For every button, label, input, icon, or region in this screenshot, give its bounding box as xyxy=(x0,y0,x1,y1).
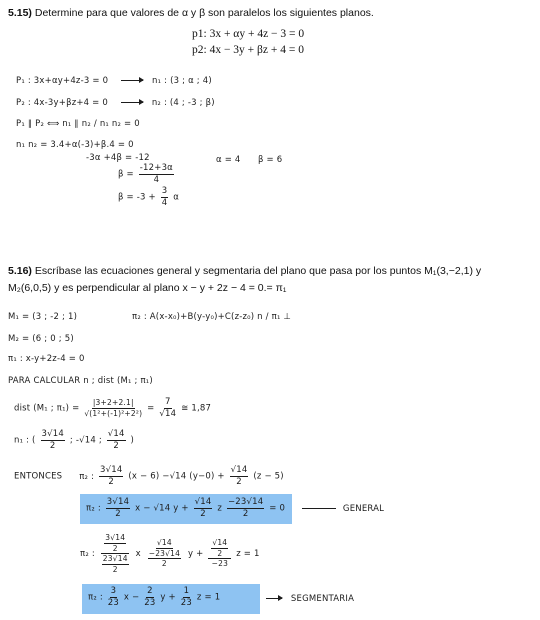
plane-p1-equation: p1: 3x + αy + 4z − 3 = 0 xyxy=(192,28,305,40)
work-line-5: -3α +4β = -12 xyxy=(86,153,150,163)
problem-statement-line-1: Escríbase las ecuaciones general y segmentaria del plano que pasa por los puntos M₁(3,−2,1) y xyxy=(34,265,482,277)
work-line-7: β = -3 + $\frac{3}{4}$ α xyxy=(118,186,180,208)
segmentaria-step: π₂ : $\frac{\frac{3√14}{2}}{\frac{23√14}{2}}$ x $\frac{√14}{\frac{-23√14}{2}}$ y + $\frac{\frac{√14}{2}}{-23}$ z = 1 xyxy=(80,533,260,574)
segmentaria-equation: π₂ : $\frac{3}{23}$ x − $\frac{2}{23}$ y + $\frac{1}{23}$ z = 1 xyxy=(88,586,221,608)
point-m2: M₂ = (6 ; 0 ; 5) xyxy=(8,334,74,344)
arrow-icon xyxy=(121,102,143,103)
segmentaria-label: SEGMENTARIA xyxy=(266,594,354,604)
distance-calc: dist (M₁ ; π₁) = $\frac{|3+2+2.1|}{\text{√(1²+(-1)²+2²)}}$ = $\frac{7}{√14}$ ≅ 1,87 xyxy=(14,397,212,419)
work-line-6: β = $\frac{-12+3\alpha}{4}$ xyxy=(118,163,173,185)
problem-statement-line-2: M₂(6,0,5) y es perpendicular al plano x − y + 2z − 4 = 0.= π₁ xyxy=(8,282,287,294)
plane-p2-equation: p2: 4x − 3y + βz + 4 = 0 xyxy=(192,44,304,56)
problem-5-15-heading xyxy=(8,7,374,19)
work-line-2: P₂ : 4x-3y+βz+4 = 0 n₂ : (4 ; -3 ; β) xyxy=(16,98,215,108)
work-line-1: P₁ : 3x+αy+4z-3 = 0 n₁ : (3 ; α ; 4) xyxy=(16,76,212,86)
problem-5-16-heading xyxy=(8,265,481,277)
entonces-line: ENTONCES π₂ : $\frac{3√14}{2}$ (x − 6) −√14 (y−0) + $\frac{√14}{2}$ (z − 5) xyxy=(14,465,284,487)
problem-statement: Determine para que valores de α y β son paralelos los siguientes planos. xyxy=(34,7,374,19)
point-m1: M₁ = (3 ; -2 ; 1) xyxy=(8,312,78,322)
alpha-result: α = 4 xyxy=(216,155,241,165)
para-calcular: PARA CALCULAR n ; dist (M₁ ; π₁) xyxy=(8,376,153,386)
normal-vector-n1: n₁ : ( $\frac{3√14}{2}$ ; -√14 ; $\frac{√14}{2}$ ) xyxy=(14,429,135,451)
general-label: GENERAL xyxy=(298,504,384,514)
beta-result: β = 6 xyxy=(258,155,283,165)
line-icon xyxy=(302,508,336,509)
work-line-3: P₁ ∥ P₂ ⟺ n₁ ∥ n₂ / n₁ n₂ = 0 xyxy=(16,119,140,129)
arrow-icon xyxy=(121,80,143,81)
work-line-4: n₁ n₂ = 3.4+α(-3)+β.4 = 0 xyxy=(16,140,134,150)
arrow-icon xyxy=(266,598,282,599)
general-equation: π₂ : $\frac{3√14}{2}$ x − √14 y + $\frac{√14}{2}$ z $\frac{-23√14}{2}$ = 0 xyxy=(86,497,286,519)
plane-pi1: π₁ : x-y+2z-4 = 0 xyxy=(8,354,85,364)
plane-pi2-form: π₂ : A(x-x₀)+B(y-y₀)+C(z-z₀) n / π₁ ⊥ xyxy=(132,312,292,322)
problem-number: 5.16) xyxy=(8,265,32,277)
problem-number: 5.15) xyxy=(8,7,32,19)
